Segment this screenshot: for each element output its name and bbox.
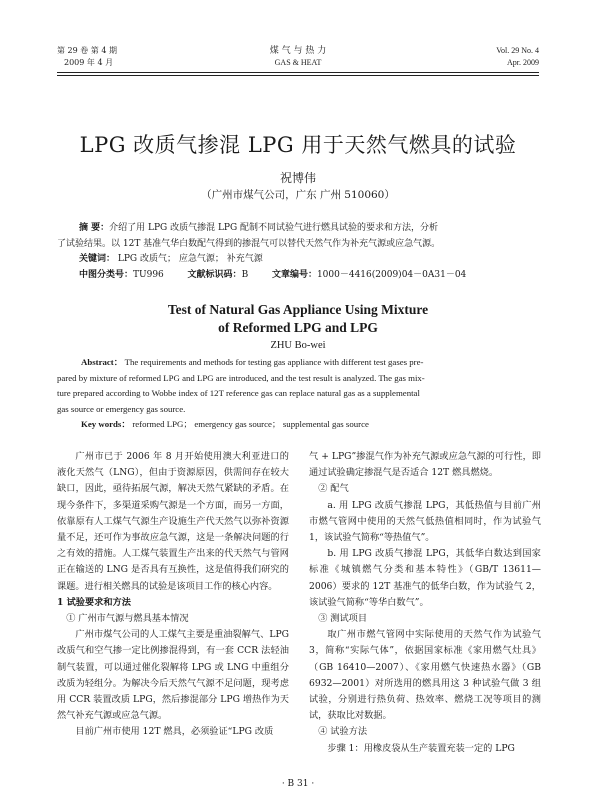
doc-code-label: 文献标识码： [187, 269, 242, 280]
abstract-en [57, 355, 542, 433]
article-id-label: 文章编号： [271, 269, 317, 280]
keywords-cn: LPG 改质气； 应急气源； 补充气源 [117, 254, 263, 264]
header-date-en: Apr. 2009 [507, 58, 539, 67]
keywords-en-label: Key words： [81, 419, 131, 429]
header-vol-issue-cn: 第 29 卷 第 4 期 [57, 46, 117, 55]
keywords-en: reformed LPG； emergency gas source； supplemental gas source [132, 419, 369, 429]
abstract-cn-line2: 了试验结果。以 12T 基准气华白数配气得到的掺混气可以替代天然气作为补充气源或应急气源。 [57, 238, 441, 249]
right-paragraph-1: 气 + LPG”掺混气作为补充气源或应急气源的可行性，即通过试验确定掺混气是否适合 12T 燃具燃烧。 [309, 451, 541, 479]
body-left-column [57, 449, 289, 741]
clc-value: TU996 [133, 269, 164, 280]
header-vol-issue-en: Vol. 29 No. 4 [496, 46, 539, 55]
left-paragraph-1: 广州市已于 2006 年 8 月开始使用澳大利亚进口的液化天然气（LNG），但由于资源原因，供需间存在较大缺口，因此，亟待拓展气源，解决天然气紧缺的矛盾。在现今条件下，多渠道采购气源是一个方面，而另一方面，依靠原有人工煤气气源生产设施生产代天然气以弥补资源量不足，还可作为事故应急气源，这是一条解决问题的行之有效的措施。人工煤气装置生产出来的代天然气与管网正在输送的 LNG 是否具有互换性，这是值得我们研究的课题。进行相关燃具的试验是该项目工作的核心内容。 [57, 451, 289, 592]
subsection-heading-2: ② 配气 [318, 483, 349, 495]
left-paragraph-2: 广州市煤气公司的人工煤气主要是重油裂解气、LPG 改质气和空气掺一定比例掺混得到，有一套 CCR 法轻油制气装置，可以通过催化裂解将 LPG 或 LNG 中重组分改质为轻组分。为解决今后天然气气源不足问题，现考虑用 CCR 装置改质 LPG，然后掺混部分 LPG 增热作为天然气补充气源或应急气源。 [57, 629, 289, 722]
clc-label: 中图分类号： [79, 269, 134, 280]
subsection-heading-1: ① 广州市气源与燃具基本情况 [66, 613, 189, 625]
right-paragraph-a: a. 用 LPG 改质气掺混 LPG，其低热值与目前广州市燃气管网中使用的天然气低热值相同时，作为试验气 1，该试验气简称“等热值气”。 [309, 499, 541, 544]
body-right-column [309, 449, 541, 757]
header-journal-cn: 煤 气 与 热 力 [269, 46, 327, 56]
title-cn: LPG 改质气掺混 LPG 用于天然气燃具的试验 [79, 133, 517, 157]
abstract-en-line2: pared by mixture of reformed LPG and LPG are introduced, and the test result is analyzed. The gas mix- [57, 372, 425, 383]
author-cn: 祝博伟 [279, 171, 316, 185]
abstract-en-line1: The requirements and methods for testing gas appliance with different test gases pre- [124, 357, 424, 367]
article-id-value: 1000－4416(2009)04－0A31－04 [316, 269, 467, 280]
abstract-en-label: Abstract： [81, 357, 123, 367]
author-en: ZHU Bo-wei [270, 340, 326, 351]
right-paragraph-4: 取广州市燃气管网中实际使用的天然气作为试验气 3，简称“实际气体”，依据国家标准《家用燃气灶具》（GB 16410—2007）、《家用燃气快速热水器》（GB 6932—2001）对所选用的燃具用这 3 种试验气做 3 组试验，分别进行热负荷、热效率、燃烧工况等项目的测试，获取比对数据。 [309, 629, 541, 722]
title-en-line1: Test of Natural Gas Appliance Using Mixture [167, 302, 429, 317]
section-heading-1: 1 试验要求和方法 [57, 596, 131, 608]
subsection-heading-3: ③ 测试项目 [318, 613, 368, 625]
affiliation-cn: （广州市煤气公司，广东 广州 510060） [201, 189, 395, 201]
header-rule-top [57, 72, 539, 73]
header-date-cn: 2009 年 4 月 [64, 58, 114, 67]
right-paragraph-b: b. 用 LPG 改质气掺混 LPG，其低华白数达到国家标准《城镇燃气分类和基本特性》（GB/T 13611—2006）要求的 12T 基准气的低华白数，作为试验气 2，该试验气简称“等华白数气”。 [309, 548, 541, 608]
abstract-cn-line1: 介绍了用 LPG 改质气掺混 LPG 配制不同试验气进行燃具试验的要求和方法，分析 [109, 223, 439, 233]
title-en-line2: of Reformed LPG and LPG [218, 320, 378, 335]
left-paragraph-3: 目前广州市使用 12T 燃具，必须验证“LPG 改质 [75, 726, 274, 738]
abstract-en-line3: ture prepared according to Wobbe index of 12T reference gas can replace natural gas as a supplemental [57, 388, 420, 398]
header-journal-en: GAS & HEAT [274, 58, 322, 67]
keywords-cn-label: 关键词： [79, 254, 116, 264]
header-rule-bottom [57, 75, 539, 76]
abstract-en-line4: gas source or emergency gas source. [57, 403, 186, 414]
page-number: · B 31 · [281, 779, 315, 789]
subsection-heading-4: ④ 试验方法 [318, 726, 368, 738]
abstract-cn-label: 摘 要： [79, 223, 110, 233]
right-paragraph-5: 步骤 1：用橡皮袋从生产装置充装一定的 LPG [327, 742, 515, 754]
doc-code-value: B [241, 269, 249, 280]
abstract-cn [57, 221, 542, 283]
